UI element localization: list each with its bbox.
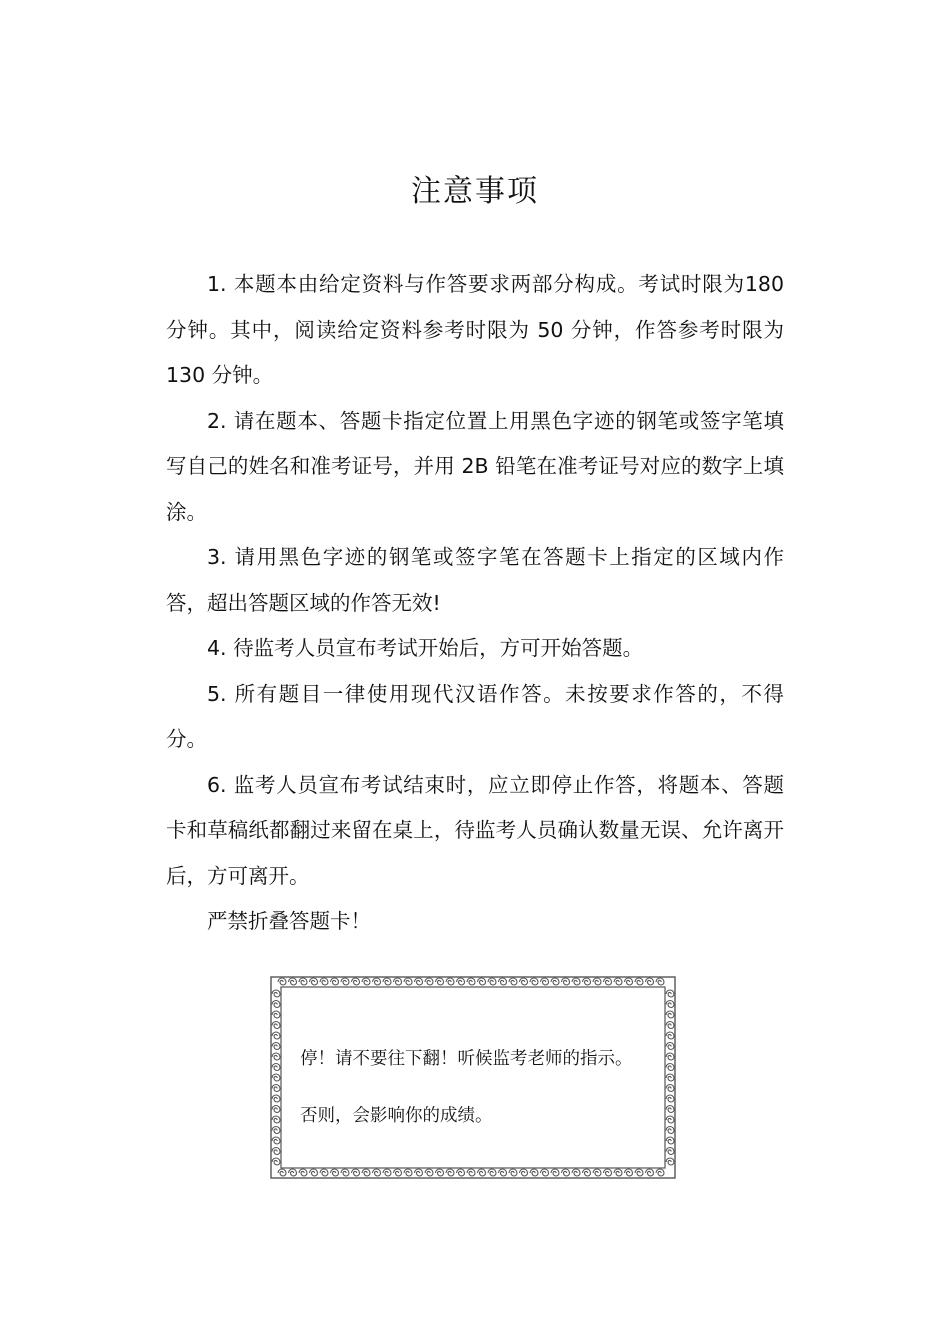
spiral-ornament [272,1127,280,1134]
spiral-ornament [373,978,381,985]
spiral-ornament [272,1095,280,1102]
spiral-ornament [509,1169,517,1176]
spiral-ornament [635,978,643,985]
spiral-ornament [272,1001,280,1008]
spiral-ornament [446,978,454,985]
instruction-item-4: 4. 待监考人员宣布考试开始后，方可开始答题。 [207,636,644,660]
spiral-ornament [478,1169,486,1176]
spiral-ornament [614,978,622,985]
spiral-ornament [666,1158,674,1165]
spiral-ornament [362,1169,370,1176]
spiral-ornament [656,1169,664,1176]
spiral-ornament [320,978,328,985]
spiral-ornament [666,1064,674,1071]
spiral-ornament [373,1169,381,1176]
spiral-ornament [572,1169,580,1176]
spiral-ornament [446,1169,454,1176]
spiral-ornament [320,1169,328,1176]
spiral-ornament [272,990,280,997]
spiral-ornament [478,978,486,985]
spiral-ornament [604,1169,612,1176]
spiral-ornament [635,1169,643,1176]
spiral-ornament [383,978,391,985]
spiral-ornament [310,1169,318,1176]
spiral-ornament [331,1169,339,1176]
spiral-ornament [666,1053,674,1060]
notice-box-border [268,974,678,1181]
spiral-ornament [404,978,412,985]
spiral-ornament [499,978,507,985]
spiral-ornament [394,1169,402,1176]
spiral-ornament [666,1127,674,1134]
spiral-ornament [488,1169,496,1176]
spiral-ornament [299,978,307,985]
spiral-ornament [614,1169,622,1176]
spiral-ornament [583,1169,591,1176]
spiral-ornament [310,978,318,985]
spiral-ornament [666,1106,674,1113]
spiral-ornament [551,978,559,985]
spiral-ornament [272,1106,280,1113]
spiral-ornament [666,1085,674,1092]
spiral-ornament [272,1053,280,1060]
instruction-item-5: 5. 所有题目一律使用现代汉语作答。未按要求作答的，不得分。 [166,681,784,751]
spiral-ornament [272,1032,280,1039]
spiral-ornament [593,978,601,985]
instruction-item-6: 6. 监考人员宣布考试结束时，应立即停止作答，将题本、答题卡和草稿纸都翻过来留在桌上，待监考人员确认数量无误、允许离开后，方可离开。 [166,772,784,888]
spiral-ornament [666,1074,674,1081]
no-folding-warning: 严禁折叠答题卡！ [207,909,371,933]
spiral-ornament [593,1169,601,1176]
spiral-ornament [272,1022,280,1029]
spiral-ornament [352,1169,360,1176]
spiral-ornament [604,978,612,985]
spiral-ornament [625,978,633,985]
spiral-ornament [666,1032,674,1039]
spiral-ornament [530,1169,538,1176]
spiral-ornament [499,1169,507,1176]
spiral-ornament [457,1169,465,1176]
spiral-ornament [541,978,549,985]
spiral-ornament [299,1169,307,1176]
spiral-ornament [520,1169,528,1176]
instruction-item-3: 3. 请用黑色字迹的钢笔或签字笔在答题卡上指定的区域内作答，超出答题区域的作答无效! [166,545,784,615]
spiral-ornament [341,1169,349,1176]
spiral-ornament [583,978,591,985]
instruction-item-2: 2. 请在题本、答题卡指定位置上用黑色字迹的钢笔或签字笔填写自己的姓名和准考证号，并用 2B 铅笔在准考证号对应的数字上填涂。 [166,408,784,524]
spiral-ornament [666,1095,674,1102]
page-title: 注意事项 [411,174,539,209]
spiral-ornament [666,1137,674,1144]
spiral-ornament [457,978,465,985]
spiral-ornament [666,990,674,997]
spiral-ornament [272,1116,280,1123]
spiral-ornament [272,1158,280,1165]
instructions-body [166,262,784,945]
spiral-ornament [625,1169,633,1176]
spiral-ornament [666,1001,674,1008]
spiral-ornament [272,1043,280,1050]
spiral-ornament [394,978,402,985]
spiral-ornament [562,1169,570,1176]
spiral-ornament [425,978,433,985]
spiral-ornament [436,978,444,985]
spiral-ornament [278,978,286,985]
warning-notice-line: 否则，会影响你的成绩。 [300,1106,493,1126]
spiral-ornament [362,978,370,985]
spiral-ornament [530,978,538,985]
spiral-ornament [331,978,339,985]
spiral-ornament [488,978,496,985]
spiral-ornament [562,978,570,985]
spiral-ornament [272,1011,280,1018]
stop-notice-line: 停！请不要往下翻！听候监考老师的指示。 [300,1049,633,1069]
spiral-ornament [572,978,580,985]
spiral-ornament [272,1074,280,1081]
spiral-ornament [383,1169,391,1176]
spiral-ornament [272,1085,280,1092]
spiral-ornament [467,978,475,985]
spiral-ornament [436,1169,444,1176]
spiral-ornament [272,1137,280,1144]
spiral-ornament [415,978,423,985]
spiral-ornament [415,1169,423,1176]
spiral-ornament [666,1022,674,1029]
spiral-ornament [341,978,349,985]
spiral-ornament [541,1169,549,1176]
spiral-ornament [666,1148,674,1155]
spiral-ornament [551,1169,559,1176]
spiral-ornament [666,1043,674,1050]
spiral-ornament [666,1011,674,1018]
spiral-ornament [646,1169,654,1176]
spiral-ornament [666,1116,674,1123]
spiral-ornament [520,978,528,985]
spiral-ornament [289,1169,297,1176]
spiral-ornament [278,1169,286,1176]
scroll-border-decoration [268,974,678,1181]
spiral-ornament [467,1169,475,1176]
spiral-ornament [425,1169,433,1176]
instruction-item-1: 1. 本题本由给定资料与作答要求两部分构成。考试时限为180 分钟。其中，阅读给定资料参考时限为 50 分钟，作答参考时限为 130 分钟。 [166,272,784,387]
spiral-ornament [272,1148,280,1155]
spiral-ornament [656,978,664,985]
spiral-ornament [404,1169,412,1176]
spiral-ornament [289,978,297,985]
spiral-ornament [509,978,517,985]
spiral-ornament [272,1064,280,1071]
spiral-ornament [646,978,654,985]
spiral-ornament [352,978,360,985]
